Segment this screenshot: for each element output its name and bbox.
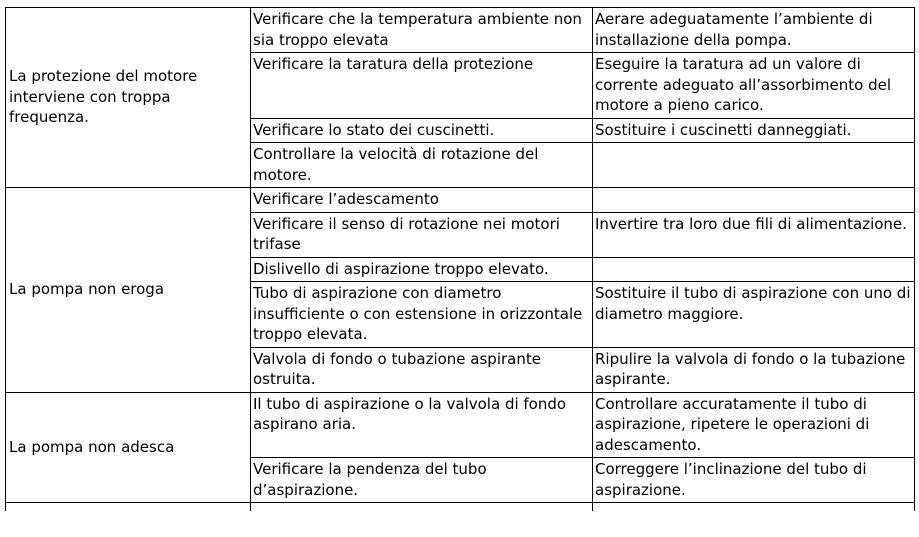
troubleshooting-table xyxy=(5,7,915,511)
table-row xyxy=(6,392,915,458)
remedy-cell: Sostituire il tubo di aspirazione con uno di diametro maggiore. xyxy=(593,282,915,348)
remedy-cell: Invertire tra loro due fili di alimentazione. xyxy=(593,212,915,257)
check-cell: Verificare lo stato dei cuscinetti. xyxy=(251,118,593,143)
empty-cell xyxy=(593,503,915,512)
remedy-cell: Controllare accuratamente il tubo di aspirazione, ripetere le operazioni di adescamento. xyxy=(593,392,915,458)
remedy-cell: Sostituire i cuscinetti danneggiati. xyxy=(593,118,915,143)
check-cell: Valvola di fondo o tubazione aspirante ostruita. xyxy=(251,347,593,392)
remedy-cell: Correggere l’inclinazione del tubo di aspirazione. xyxy=(593,458,915,503)
remedy-cell: Ripulire la valvola di fondo o la tubazione aspirante. xyxy=(593,347,915,392)
check-cell: Verificare la taratura della protezione xyxy=(251,53,593,119)
table-row xyxy=(6,188,915,213)
remedy-cell: Aerare adeguatamente l’ambiente di installazione della pompa. xyxy=(593,8,915,53)
table-row-partial xyxy=(6,503,915,512)
problem-cell: La pompa non eroga xyxy=(6,188,251,393)
check-cell: Dislivello di aspirazione troppo elevato. xyxy=(251,257,593,282)
problem-cell: La pompa non adesca xyxy=(6,392,251,503)
remedy-cell xyxy=(593,188,915,213)
check-cell: Tubo di aspirazione con diametro insufficiente o con estensione in orizzontale troppo elevata. xyxy=(251,282,593,348)
remedy-cell xyxy=(593,257,915,282)
empty-cell xyxy=(251,503,593,512)
check-cell: Verificare che la temperatura ambiente non sia troppo elevata xyxy=(251,8,593,53)
check-cell: Controllare la velocità di rotazione del motore. xyxy=(251,143,593,188)
remedy-cell xyxy=(593,143,915,188)
table-row xyxy=(6,8,915,53)
check-cell: Verificare il senso di rotazione nei motori trifase xyxy=(251,212,593,257)
remedy-cell: Eseguire la taratura ad un valore di corrente adeguato all’assorbimento del motore a pieno carico. xyxy=(593,53,915,119)
check-cell: Verificare la pendenza del tubo d’aspirazione. xyxy=(251,458,593,503)
empty-cell xyxy=(6,503,251,512)
check-cell: Il tubo di aspirazione o la valvola di fondo aspirano aria. xyxy=(251,392,593,458)
problem-cell: La protezione del motore interviene con troppa frequenza. xyxy=(6,8,251,188)
check-cell: Verificare l’adescamento xyxy=(251,188,593,213)
